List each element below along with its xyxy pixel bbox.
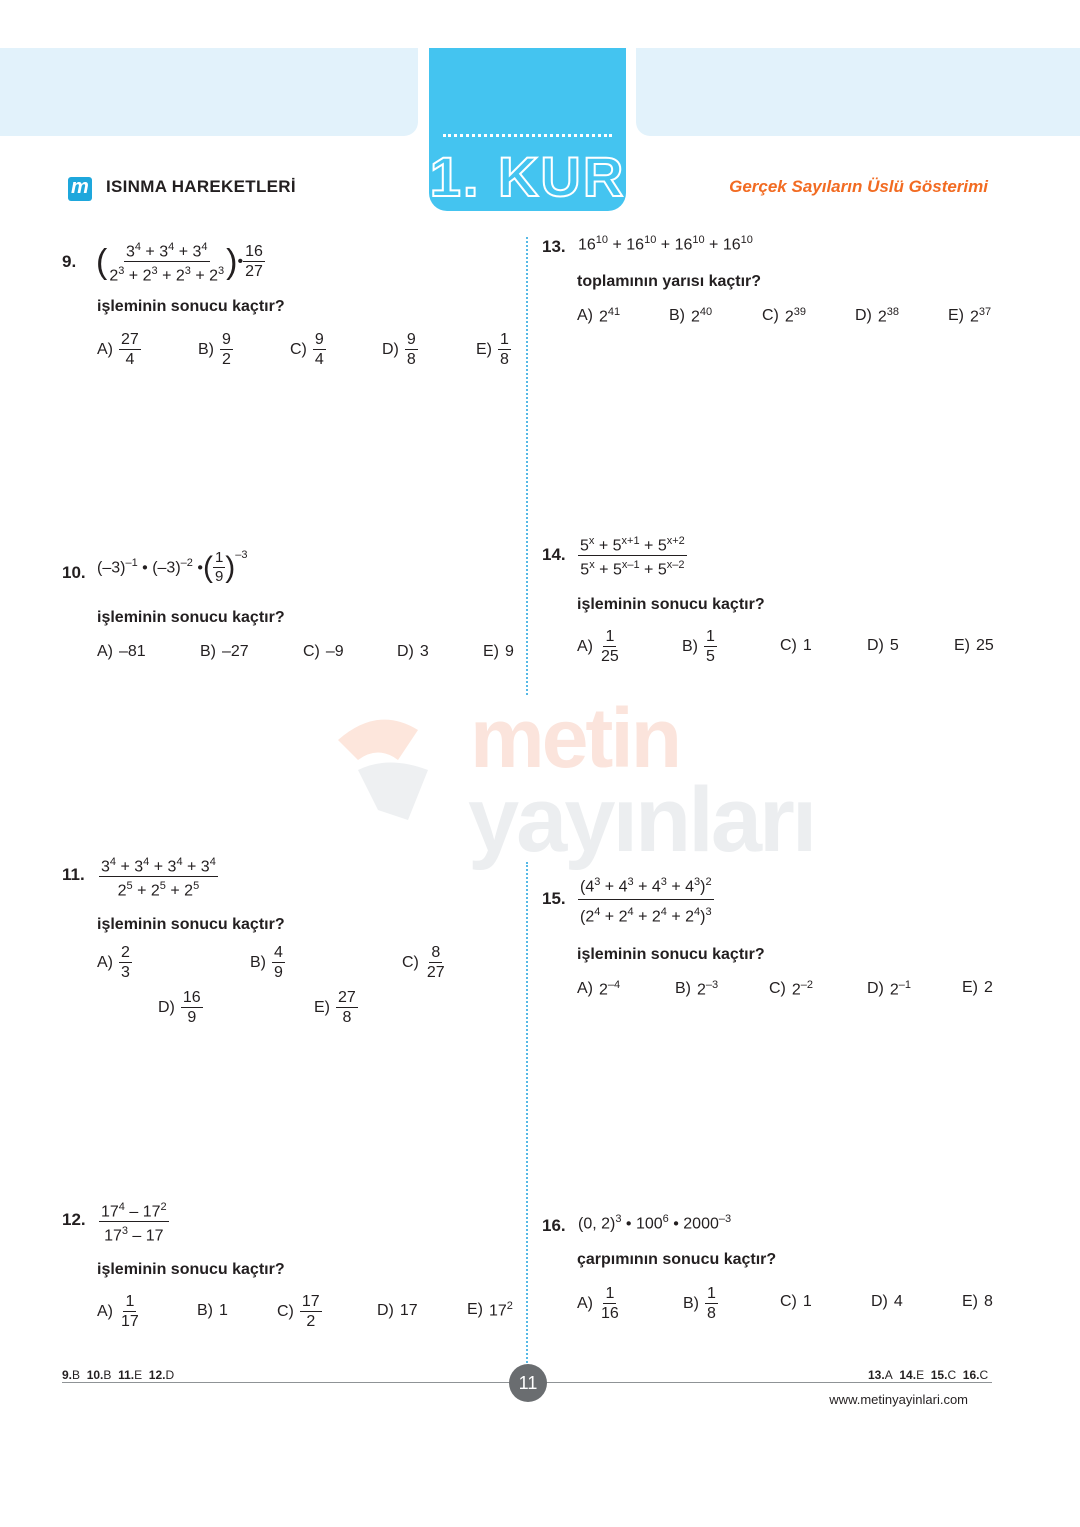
question-12-option-c[interactable]: C) 17 2 (277, 1293, 320, 1330)
question-10-option-a[interactable]: A) –81 (97, 643, 146, 660)
header-band-right (636, 48, 1080, 136)
question-16-expression: (0, 2)$^3$ • $100^6$ • $2000^{-3}$ (578, 1213, 732, 1233)
question-14-option-b[interactable]: B) 1 5 (682, 628, 715, 665)
kur-badge-dots (443, 134, 612, 137)
question-10-prompt: işleminin sonucu kaçtır? (97, 609, 285, 626)
question-12-expression: $17^4 - 17^2$ $17^3 - 17$ (99, 1198, 169, 1246)
publisher-logo-icon: m (68, 177, 92, 201)
question-15-option-c[interactable]: C) $2^{-2}$ (769, 979, 814, 999)
question-16-option-e[interactable]: E) 8 (962, 1293, 993, 1310)
question-12-option-e[interactable]: E) $17^2$ (467, 1300, 513, 1320)
question-11-option-c[interactable]: C) 8 27 (402, 944, 445, 981)
question-11-prompt: işleminin sonucu kaçtır? (97, 916, 285, 933)
question-15-option-b[interactable]: B) $2^{-3}$ (675, 979, 719, 999)
question-13-option-e[interactable]: E) $2^{37}$ (948, 306, 992, 326)
question-11-option-d[interactable]: D) 16 9 (158, 989, 201, 1026)
answer-key-left: 9.B 10.B 11.E 12.D (62, 1368, 175, 1382)
question-11-option-e[interactable]: E) 27 8 (314, 989, 356, 1026)
question-15-option-e[interactable]: E) 2 (962, 979, 993, 996)
question-16-option-b[interactable]: B) 1 8 (683, 1285, 716, 1322)
question-11-option-a[interactable]: A) 2 3 (97, 944, 130, 981)
question-14-expression: $5^x + 5^{x+1} + 5^{x+2}$ $5^x + 5^{x-1} + 5^{x-2}$ (578, 532, 687, 580)
question-16-prompt: çarpımının sonucu kaçtır? (577, 1251, 777, 1268)
question-15-number: 15. (542, 889, 566, 908)
question-9-option-d[interactable]: D) 9 8 (382, 331, 416, 368)
question-15-expression: $(4^3 + 4^3 + 4^3 + 4^3)^2$ $(2^4 + 2^4 + 2^4 + 2^4)^3$ (578, 870, 714, 930)
column-divider-bottom (526, 862, 528, 1382)
kur-badge-label: 1. KUR (429, 145, 626, 208)
question-10-number: 10. (62, 563, 86, 582)
header-band-left (0, 48, 418, 136)
question-16-number: 16. (542, 1216, 566, 1235)
question-14-option-a[interactable]: A) 1 25 (577, 628, 619, 665)
question-16-option-d[interactable]: D) 4 (871, 1293, 903, 1310)
question-13-prompt: toplamının yarısı kaçtır? (577, 273, 762, 290)
question-14-option-d[interactable]: D) 5 (867, 637, 899, 654)
question-9-option-a[interactable]: A) 27 4 (97, 331, 139, 368)
question-9-option-e[interactable]: E) 1 8 (476, 331, 509, 368)
question-15-option-d[interactable]: D) $2^{-1}$ (867, 979, 912, 999)
question-13-expression: $16^{10} + 16^{10} + 16^{10} + 16^{10}$ (578, 234, 753, 254)
question-13-option-a[interactable]: A) $2^{41}$ (577, 306, 621, 326)
watermark-line2: yayınları (468, 769, 815, 871)
question-11-option-b[interactable]: B) 4 9 (250, 944, 283, 981)
answer-key-right: 13.A 14.E 15.C 16.C (868, 1368, 989, 1382)
column-divider-top (526, 237, 528, 695)
question-12-option-d[interactable]: D) 17 (377, 1302, 418, 1319)
question-9-prompt: işleminin sonucu kaçtır? (97, 298, 285, 315)
kur-badge (429, 48, 626, 211)
publisher-website[interactable]: www.metinyayinlari.com (829, 1392, 968, 1407)
watermark-logo-icon (318, 700, 458, 840)
question-10-option-d[interactable]: D) 3 (397, 643, 429, 660)
question-12-prompt: işleminin sonucu kaçtır? (97, 1261, 285, 1278)
question-13-option-b[interactable]: B) $2^{40}$ (669, 306, 713, 326)
question-16-option-c[interactable]: C) 1 (780, 1293, 812, 1310)
question-12-option-a[interactable]: A) 1 17 (97, 1293, 139, 1330)
question-13-number: 13. (542, 237, 566, 256)
question-14-prompt: işleminin sonucu kaçtır? (577, 596, 765, 613)
question-14-number: 14. (542, 545, 566, 564)
watermark-line1: metin (470, 691, 680, 785)
question-9-option-b[interactable]: B) 9 2 (198, 331, 231, 368)
page-number: 11 (509, 1364, 547, 1402)
question-12-option-b[interactable]: B) 1 (197, 1302, 228, 1319)
question-13-option-d[interactable]: D) $2^{38}$ (855, 306, 900, 326)
question-10-expression: $(-3)^{-1}$ • $(-3)^{-2}$ • ( 1 9 ) $^{-3}$ (97, 549, 248, 585)
question-15-option-a[interactable]: A) $2^{-4}$ (577, 979, 621, 999)
question-15-prompt: işleminin sonucu kaçtır? (577, 946, 765, 963)
question-11-expression: $3^4 + 3^4 + 3^4 + 3^4$ $2^5 + 2^5 + 2^5$ (99, 853, 218, 901)
question-12-number: 12. (62, 1210, 86, 1229)
question-9-number: 9. (62, 252, 77, 271)
question-10-option-b[interactable]: B) –27 (200, 643, 249, 660)
question-16-option-a[interactable]: A) 1 16 (577, 1285, 619, 1322)
question-10-option-e[interactable]: E) 9 (483, 643, 514, 660)
question-14-option-e[interactable]: E) 25 (954, 637, 994, 654)
question-11-number: 11. (62, 865, 85, 884)
section-title: ISINMA HAREKETLERİ (106, 177, 296, 196)
question-9-option-c[interactable]: C) 9 4 (290, 331, 324, 368)
question-13-option-c[interactable]: C) $2^{39}$ (762, 306, 807, 326)
question-14-option-c[interactable]: C) 1 (780, 637, 812, 654)
question-9-expression: ( $3^4 + 3^4 + 3^4$ $2^3 + 2^3 + 2^3 + 2^3$ ) • 16 27 (96, 238, 265, 286)
topic-title: Gerçek Sayıların Üslü Gösterimi (729, 177, 988, 196)
question-10-option-c[interactable]: C) –9 (303, 643, 344, 660)
